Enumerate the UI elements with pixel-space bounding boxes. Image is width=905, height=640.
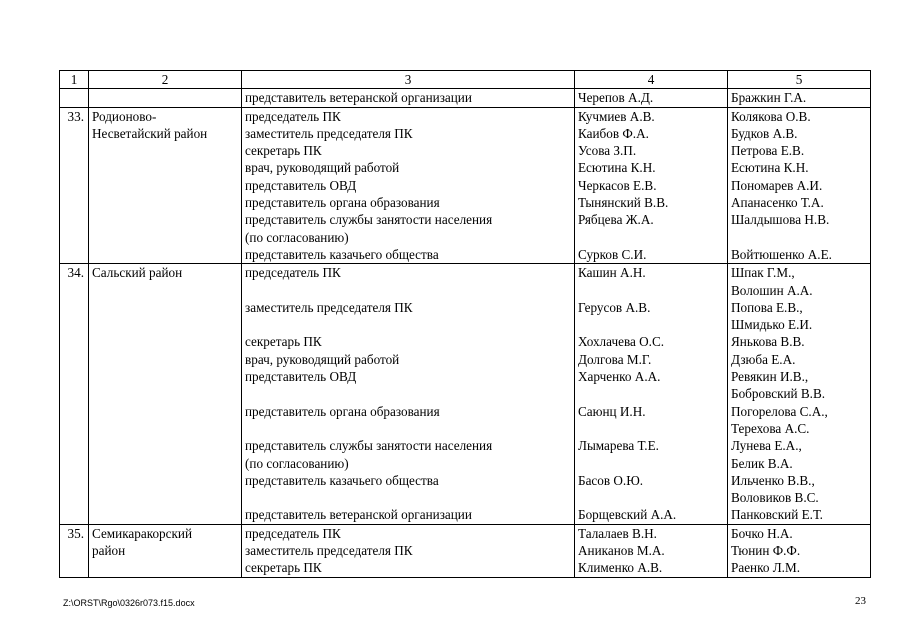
member-name [578, 282, 724, 299]
reserve-member-name: Шпак Г.М., [731, 265, 795, 281]
member-name: Борщевский А.А. [578, 507, 677, 523]
reserve-member-cell [728, 89, 871, 107]
column-number: 4 [575, 71, 728, 89]
column-number: 1 [60, 71, 89, 89]
role-cell [242, 107, 575, 264]
role-text: секретарь ПК [245, 143, 322, 159]
role-text: представитель казачьего общества [245, 246, 439, 262]
role-text: представитель ветеранской организации [245, 507, 472, 523]
member-name: Саюнц И.Н. [578, 403, 646, 419]
continuation-row [60, 89, 871, 107]
member-name: Талалаев В.Н. [578, 525, 657, 541]
reserve-member-name: Белик В.А. [731, 455, 793, 471]
member-name: Есютина К.Н. [578, 160, 656, 176]
role-text [245, 489, 571, 506]
role-cell [242, 524, 575, 577]
row-number-cell [60, 107, 89, 264]
reserve-member-name: Лунева Е.А., [731, 438, 802, 454]
footer-file-path: Z:\ORST\Rgo\0326r073.f15.docx [63, 598, 195, 608]
reserve-member-cell [728, 107, 871, 264]
reserve-member-name: Ревякин И.В., [731, 369, 809, 385]
member-name: Герусов А.В. [578, 299, 651, 315]
reserve-member-name: Терехова А.С. [731, 420, 810, 436]
district-row [60, 264, 871, 524]
member-name: Сурков С.И. [578, 246, 647, 262]
reserve-member-name: Шалдышова Н.В. [731, 212, 830, 228]
role-text: заместитель председателя ПК [245, 299, 413, 315]
role-text: представитель органа образования [245, 403, 440, 419]
member-name: Хохлачева О.С. [578, 334, 665, 350]
reserve-member-name: Шмидько Е.И. [731, 317, 813, 333]
member-name: Басов О.Ю. [578, 472, 644, 488]
district-cell [89, 107, 242, 264]
member-name: Черепов А.Д. [578, 90, 654, 106]
reserve-member-name: Войтюшенко А.Е. [731, 246, 832, 262]
role-text: секретарь ПК [245, 334, 322, 350]
district-name: Родионово- [92, 108, 157, 124]
district-row [60, 107, 871, 264]
role-text: (по согласованию) [245, 455, 349, 471]
member-name: Усова З.П. [578, 143, 637, 159]
reserve-member-name: Дзюба Е.А. [731, 351, 796, 367]
reserve-member-name: Панковский Е.Т. [731, 507, 823, 523]
district-cell [89, 89, 242, 107]
role-text: представитель ОВД [245, 177, 357, 193]
member-cell [575, 89, 728, 107]
member-name: Долгова М.Г. [578, 351, 652, 367]
role-cell [242, 89, 575, 107]
role-cell [242, 264, 575, 524]
member-cell [575, 524, 728, 577]
reserve-member-name: Раенко Л.М. [731, 560, 800, 576]
role-text: председатель ПК [245, 108, 341, 124]
role-text: представитель службы занятости населения [245, 438, 493, 454]
role-text: представитель службы занятости населения [245, 212, 493, 228]
row-number-cell [60, 524, 89, 577]
reserve-member-name: Волошин А.А. [731, 282, 813, 298]
reserve-member-name: Будков А.В. [731, 125, 798, 141]
role-text: представитель казачьего общества [245, 472, 439, 488]
role-text: представитель ОВД [245, 369, 357, 385]
member-name: Аниканов М.А. [578, 543, 665, 559]
row-number-cell [60, 89, 89, 107]
column-number: 2 [89, 71, 242, 89]
reserve-member-cell [728, 264, 871, 524]
row-number: 34. [67, 265, 84, 281]
member-name [578, 385, 724, 402]
district-row [60, 524, 871, 577]
member-name: Клименко А.В. [578, 560, 663, 576]
role-text: заместитель председателя ПК [245, 543, 413, 559]
reserve-member-name: Ильченко В.В., [731, 472, 815, 488]
reserve-member-name [731, 229, 867, 246]
reserve-member-name: Бобровский В.В. [731, 386, 826, 402]
role-text [245, 420, 571, 437]
row-number: 35. [67, 525, 84, 541]
member-name: Кашин А.Н. [578, 265, 646, 281]
reserve-member-name: Воловиков В.С. [731, 490, 819, 506]
reserve-member-name: Бражкин Г.А. [731, 90, 807, 106]
role-text: представитель органа образования [245, 195, 440, 211]
reserve-member-name: Янькова В.В. [731, 334, 805, 350]
district-name: Семикаракорский [92, 525, 193, 541]
member-name: Тынянский В.В. [578, 195, 669, 211]
district-cell [89, 264, 242, 524]
reserve-member-cell [728, 524, 871, 577]
district-name: Несветайский район [92, 125, 208, 141]
member-cell [575, 264, 728, 524]
role-text: председатель ПК [245, 525, 341, 541]
reserve-member-name: Попова Е.В., [731, 299, 803, 315]
member-name [578, 420, 724, 437]
column-number: 3 [242, 71, 575, 89]
role-text: (по согласованию) [245, 229, 349, 245]
member-name [578, 316, 724, 333]
reserve-member-name: Погорелова С.А., [731, 403, 828, 419]
district-cell [89, 524, 242, 577]
role-text [245, 385, 571, 402]
reserve-member-name: Колякова О.В. [731, 108, 811, 124]
role-text [245, 316, 571, 333]
row-number: 33. [67, 108, 84, 124]
member-name: Каибов Ф.А. [578, 125, 649, 141]
member-name [578, 489, 724, 506]
member-name: Рябцева Ж.А. [578, 212, 654, 228]
role-text: представитель ветеранской организации [245, 90, 472, 106]
reserve-member-name: Тюнин Ф.Ф. [731, 543, 801, 559]
member-name [578, 229, 724, 246]
member-name [578, 455, 724, 472]
member-name: Кучмиев А.В. [578, 108, 655, 124]
member-name: Харченко А.А. [578, 369, 661, 385]
commission-table [59, 70, 871, 578]
role-text: заместитель председателя ПК [245, 125, 413, 141]
reserve-member-name: Петрова Е.В. [731, 143, 805, 159]
member-name: Лымарева Т.Е. [578, 438, 659, 454]
role-text: председатель ПК [245, 265, 341, 281]
reserve-member-name: Есютина К.Н. [731, 160, 809, 176]
role-text: врач, руководящий работой [245, 351, 400, 367]
page-number: 23 [855, 595, 866, 607]
reserve-member-name: Пономарев А.И. [731, 177, 823, 193]
row-number-cell [60, 264, 89, 524]
table-body [60, 71, 871, 578]
role-text: секретарь ПК [245, 560, 322, 576]
column-number-row [60, 71, 871, 89]
role-text [245, 282, 571, 299]
district-name: район [92, 543, 126, 559]
district-name: Сальский район [92, 265, 183, 281]
role-text: врач, руководящий работой [245, 160, 400, 176]
column-number: 5 [728, 71, 871, 89]
reserve-member-name: Апанасенко Т.А. [731, 195, 824, 211]
member-cell [575, 107, 728, 264]
reserve-member-name: Бочко Н.А. [731, 525, 793, 541]
member-name: Черкасов Е.В. [578, 177, 657, 193]
